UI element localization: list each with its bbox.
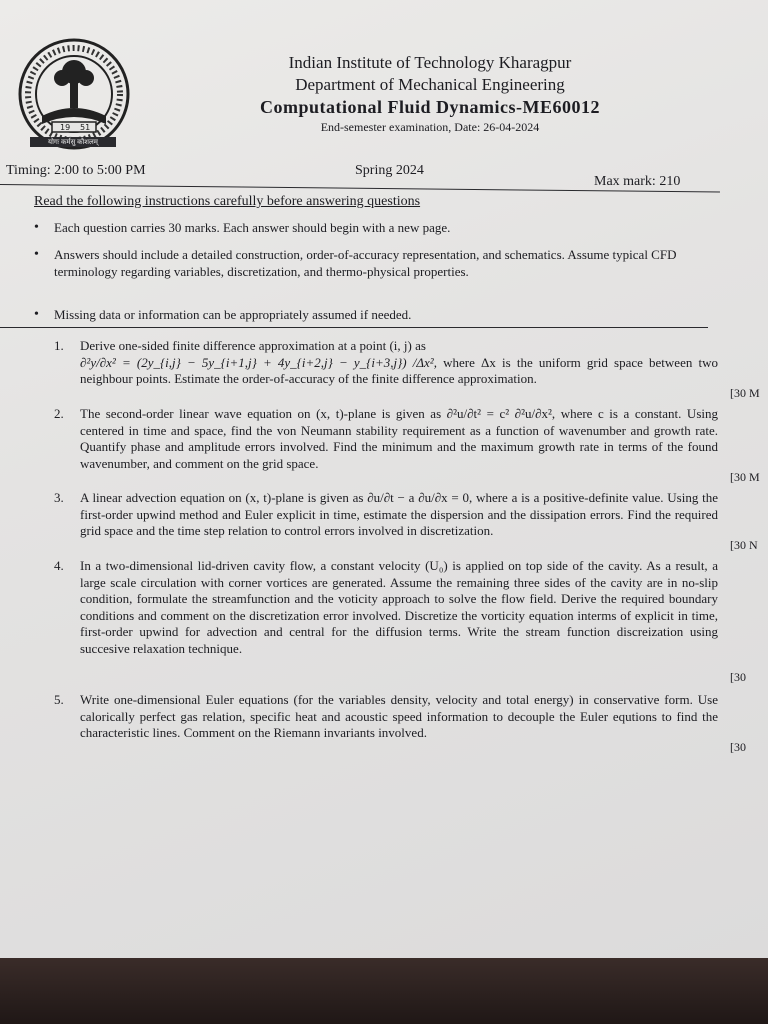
question-number: 1. xyxy=(54,338,64,353)
instruction-item: • Missing data or information can be appropriately assumed if needed. xyxy=(34,307,412,322)
question-number: 3. xyxy=(54,490,64,505)
exam-season: Spring 2024 xyxy=(355,163,424,178)
exam-date: End-semester examination, Date: 26-04-2024 xyxy=(320,120,540,134)
background-surface xyxy=(0,958,768,1024)
course-title: Computational Fluid Dynamics-ME60012 xyxy=(259,97,601,117)
question-5-mark: [30 xyxy=(730,740,746,754)
instructions-heading: Read the following instructions carefully before answering questions xyxy=(34,194,421,209)
question-number: 5. xyxy=(54,692,64,707)
bullet-icon: • xyxy=(34,220,39,235)
instruction-item: • Answers should include a detailed construction, order-of-accuracy representation, and schematics. Assume typical CFD terminology regarding variables, discretization, and thermo-physical properties. xyxy=(34,247,677,279)
instructions-divider xyxy=(0,327,708,328)
exam-header xyxy=(180,52,680,136)
max-mark: Max mark: 210 xyxy=(594,174,681,189)
exam-timing: Timing: 2:00 to 5:00 PM xyxy=(6,163,146,178)
institute-name: Indian Institute of Technology Kharagpur xyxy=(288,53,572,72)
logo-motto: योगः कर्मसु कौशलम् xyxy=(30,137,116,147)
question-1-mark: [30 M xyxy=(730,386,760,400)
bullet-icon: • xyxy=(34,307,39,322)
question-2-mark: [30 M xyxy=(730,470,760,484)
question-2: 2. The second-order linear wave equation on (x, t)-plane is given as ∂²u/∂t² = c² ∂²u/∂x², where c is a constant. Using centered in time and space, find the von Neumann stability requirement as a function of wavenumber and growth rate. Quantify phase and amplitude errors involved. Find the minimum and the maximum growth rate in terms of the found wavenumber, and comment on the grid space. xyxy=(54,406,718,471)
logo-year-right: 51 xyxy=(80,123,91,132)
question-1-equation: ∂²y/∂x² = (2y_{i,j} − 5y_{i+1,j} + 4y_{i+2,j} − y_{i+3,j}) /Δx², xyxy=(80,354,437,370)
question-3-mark: [30 N xyxy=(730,538,758,552)
question-4: 4. In a two-dimensional lid-driven cavity flow, a constant velocity (U₀) is applied on top side of the cavity. As a result, a large scale circulation with corner vortices are generated. Assume the remaining three sides of the cavity are in no-slip condition, formulate the streamfunction and the voticity approach to solve the flow field. Derive the required boundary conditions and comment on the discretization error involved. Discretize the vorticity equation interms of explicit in time, first-order upwind for advection and central for the diffusion terms. Write the stream function discreization using succesive relaxation technique. xyxy=(54,558,718,656)
department-name: Department of Mechanical Engineering xyxy=(295,75,565,94)
question-1: 1. Derive one-sided finite difference approximation at a point (i, j) as ∂²y/∂x² = (2y_{i,j} − 5y_{i+1,j} + 4y_{i+2,j} − y_{i+3,j}) /Δx², where Δx is the uniform grid space between two neighbour points. Estimate the order-of-accuracy of the finite difference approximation. xyxy=(54,338,718,386)
bullet-icon: • xyxy=(34,247,39,262)
question-number: 4. xyxy=(54,558,64,573)
question-number: 2. xyxy=(54,406,64,421)
logo-year-left: 19 xyxy=(60,123,71,132)
instruction-item: • Each question carries 30 marks. Each answer should begin with a new page. xyxy=(34,220,451,235)
question-5: 5. Write one-dimensional Euler equations (for the variables density, velocity and total energy) in conservative form. Use calorically perfect gas relation, specific heat and acoustic speed information to decouple the Euler equtions to find the characteristic lines. Comment on the Riemann invariants involved. xyxy=(54,692,718,740)
question-3: 3. A linear advection equation on (x, t)-plane is given as ∂u/∂t − a ∂u/∂x = 0, where a is a positive-definite value. Using the first-order upwind method and Euler explicit in time, estimate the dispersion and the dissipation errors. Find the required grid space and the time step relation to control errors involved in discretization. xyxy=(54,490,718,538)
question-4-mark: [30 xyxy=(730,670,746,684)
